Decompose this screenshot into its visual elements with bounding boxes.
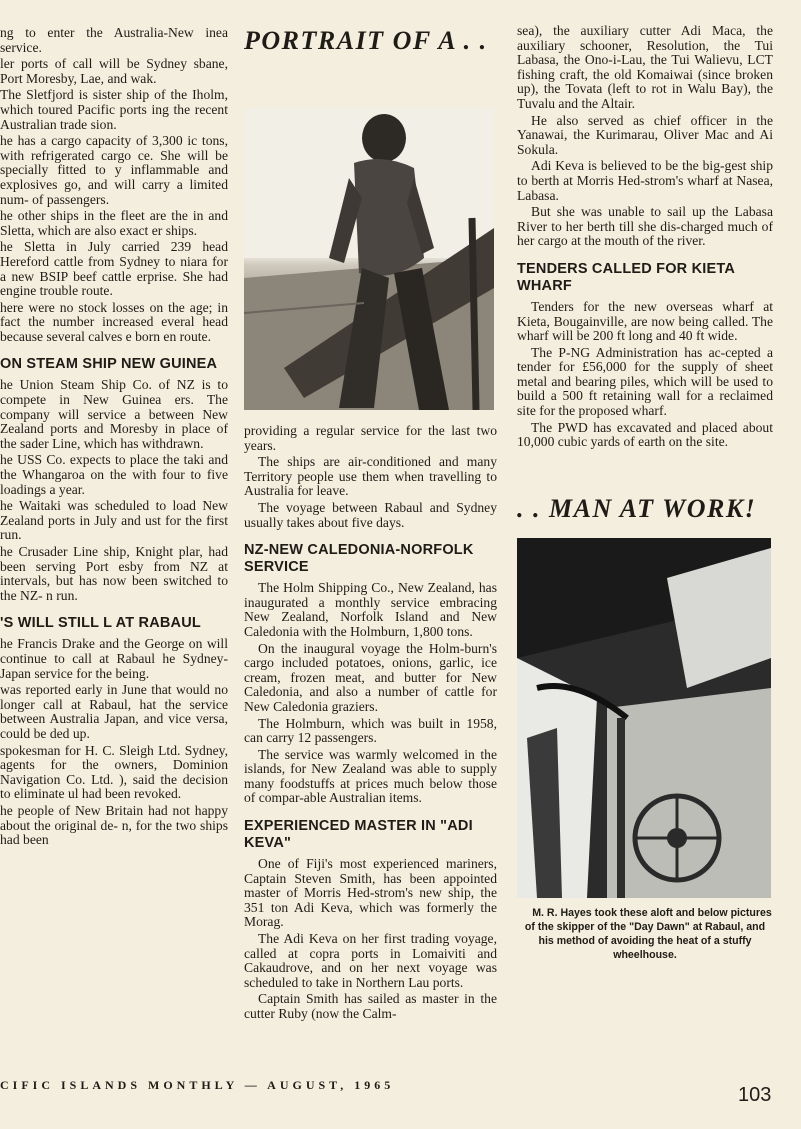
paragraph: The ships are air-conditioned and many Territory people use them when travelling to Australia for leave. [244, 454, 497, 499]
paragraph: here were no stock losses on the age; in fact the number increased everal head because several calves e born en route. [0, 299, 228, 344]
paragraph: he other ships in the fleet are the in and Sletta, which are also exact er ships. [0, 208, 228, 238]
column-right [517, 24, 773, 962]
page-number: 103 [738, 1084, 772, 1106]
column-left [0, 26, 228, 850]
paragraph: he Waitaki was scheduled to load New Zealand ports in July and ust for the first run. [0, 498, 228, 543]
paragraph: he USS Co. expects to place the taki and the Whangaroa on the with four to five loadings a year. [0, 452, 228, 497]
paragraph: One of Fiji's most experienced mariners, Captain Steven Smith, has been appointed master of Morris Hed-strom's new ship, the 351 ton Adi Keva, which was formerly the Morag. [244, 856, 497, 930]
feature-title: . . MAN AT WORK! [517, 493, 757, 523]
paragraph: The P-NG Administration has ac-cepted a tender for £56,000 for the supply of sheet metal and bearing piles, which will be used to build a 500 ft retaining wall for a reclaimed site for the proposed wharf. [517, 344, 773, 419]
paragraph: But she was unable to sail up the Labasa River to her berth till she dis-charged much of her cargo at the mouth of the river. [517, 204, 773, 249]
paragraph: The Sletfjord is sister ship of the Iholm, which toured Pacific ports ing the recent Australian trade sion. [0, 87, 228, 132]
feature-title: PORTRAIT OF A . . [244, 26, 488, 55]
section-heading: ON STEAM SHIP NEW GUINEA [0, 356, 218, 373]
paragraph: The service was warmly welcomed in the islands, for New Zealand was able to supply many foodstuffs at prices much below those of compar-able Australian items. [244, 746, 497, 806]
paragraph: Captain Smith has sailed as master in the cutter Ruby (now the Calm- [244, 991, 497, 1021]
column-middle [244, 26, 497, 1024]
paragraph: he has a cargo capacity of 3,300 ic tons, with refrigerated cargo ce. She will be specially fitted to y inflammable and explosives go, and will carry a limited num- of passengers. [0, 133, 228, 207]
paragraph: The PWD has excavated and placed about 10,000 cubic yards of earth on the site. [517, 419, 773, 450]
paragraph: he Francis Drake and the George on will continue to call at Rabaul he Sydney-Japan service for the being. [0, 636, 228, 681]
paragraph: He also served as chief officer in the Yanawai, the Kurimarau, Oliver Mac and Ai Sokula. [517, 112, 773, 157]
paragraph: The Holm Shipping Co., New Zealand, has inaugurated a monthly service embracing New Zealand, Norfolk Island and New Caledonia with the Holmburn, 1,800 tons. [244, 580, 497, 639]
paragraph: sea), the auxiliary cutter Adi Maca, the auxiliary schooner, Resolution, the Tui Labasa, the Ono-i-Lau, the Tui Walievu, LCT fishing craft, the old Komaiwai (since broken up), the Tovata (left to rot in Walu Bay), the Tuvalu and the Altair. [517, 23, 773, 111]
photo-illustration [244, 108, 494, 410]
paragraph: was reported early in June that would no longer call at Rabaul, hat the service between Australia Japan, and vice versa, could be ded up. [0, 682, 228, 741]
paragraph: providing a regular service for the last two years. [244, 423, 497, 453]
paragraph: ng to enter the Australia-New inea service. [0, 25, 228, 55]
paragraph: On the inaugural voyage the Holm-burn's cargo included potatoes, onions, garlic, ice cream, frozen meat, and butter for New Caledonia, and also a number of cattle for New Caledonia graziers. [244, 640, 497, 714]
photo-illustration [517, 538, 771, 898]
photo-man-on-mast [244, 108, 494, 410]
section-heading: TENDERS CALLED FOR KIETA WHARF [517, 260, 735, 294]
paragraph: he Sletta in July carried 239 head Hereford cattle from Sydney to niara for a new BSIP beef cattle erprise. She had engine trouble route. [0, 239, 228, 299]
photo-caption: M. R. Hayes took these aloft and below pictures of the skipper of the "Day Dawn" at Rabaul, and his method of avoiding the heat of a stuffy wheelhouse. [524, 906, 772, 961]
paragraph: Adi Keva is believed to be the big-gest ship to berth at Morris Hed-strom's wharf at Nasea, Labasa. [517, 158, 773, 203]
paragraph: he Union Steam Ship Co. of NZ is to compete in New Guinea ers. The company will service a between New Zealand ports and Moresby in place of the sader Line, which has withdrawn. [0, 377, 228, 451]
section-heading: 'S WILL STILL L AT RABAUL [0, 615, 201, 632]
paragraph: ler ports of call will be Sydney sbane, Port Moresby, Lae, and wak. [0, 56, 228, 86]
photo-man-in-wheelhouse [517, 538, 771, 898]
paragraph: The voyage between Rabaul and Sydney usually takes about five days. [244, 499, 497, 530]
paragraph: The Adi Keva on her first trading voyage, called at copra ports in Lomaiviti and Cakaudrove, and on her next voyage was scheduled to take in Northern Lau ports. [244, 931, 497, 990]
paragraph: he people of New Britain had not happy about the original de- n, for the two ships had been [0, 802, 228, 848]
paragraph: he Crusader Line ship, Knight plar, had been serving Port esby from NZ at intervals, but has now been switched to the NZ- n run. [0, 544, 228, 603]
section-heading: NZ-NEW CALEDONIA-NORFOLK SERVICE [244, 542, 474, 576]
paragraph: The Holmburn, which was built in 1958, can carry 12 passengers. [244, 715, 497, 746]
paragraph: spokesman for H. C. Sleigh Ltd. Sydney, agents for the owners, Dominion Navigation Co. Ltd. ), said the decision to eliminate ul had been revoked. [0, 742, 228, 802]
section-heading: EXPERIENCED MASTER IN "ADI KEVA" [244, 818, 473, 852]
page-footer: CIFIC ISLANDS MONTHLY — AUGUST, 1965 [0, 1078, 395, 1092]
paragraph: Tenders for the new overseas wharf at Kieta, Bougainville, are now being called. The wharf will be 200 ft long and 40 ft wide. [517, 298, 773, 344]
